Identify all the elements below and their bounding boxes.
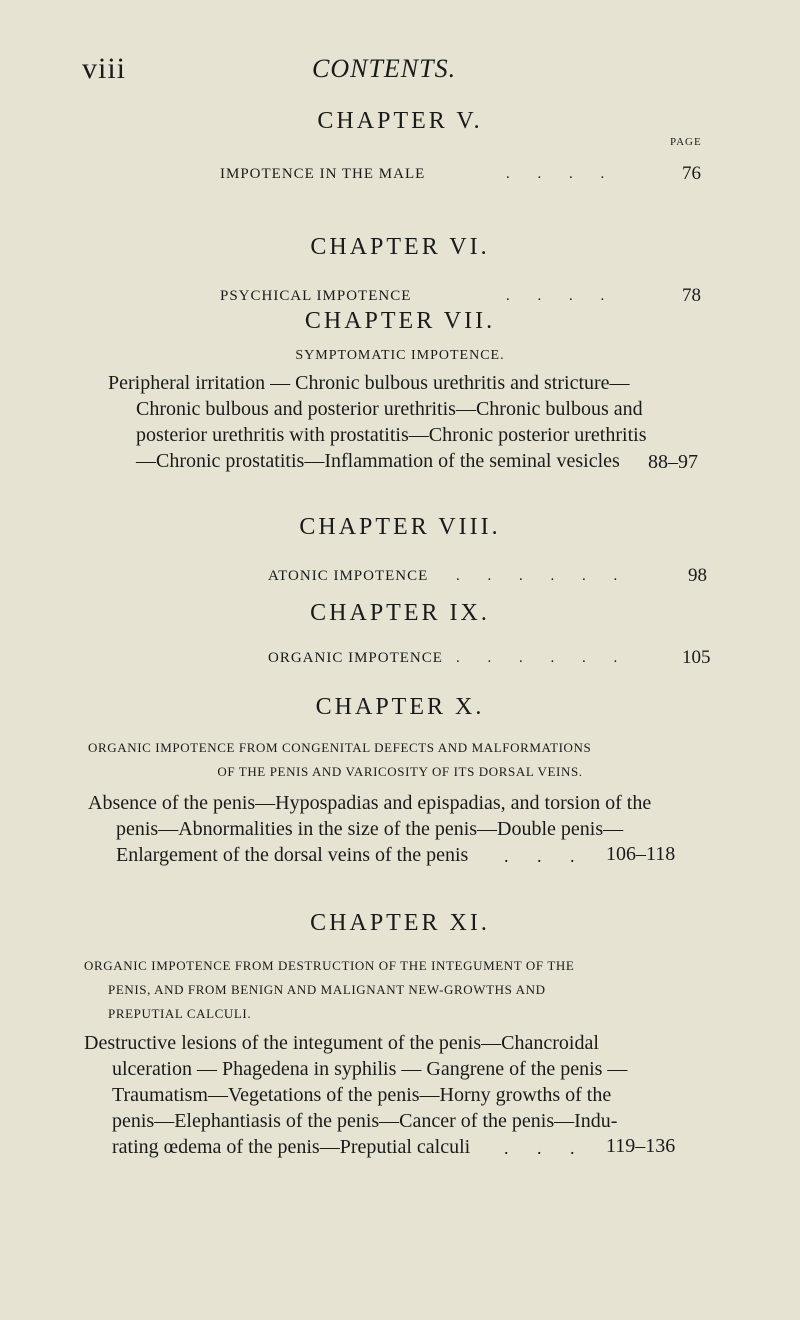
chapter-v-leader: . . . . <box>506 166 617 182</box>
chapter-x-heading: CHAPTER X. <box>315 694 485 720</box>
chapter-vii-subtitle: SYMPTOMATIC IMPOTENCE. <box>295 348 505 363</box>
chapter-ix-heading <box>0 600 800 627</box>
chapter-xi-line-1: Destructive lesions of the integument of the penis—Chancroidal <box>84 1032 599 1054</box>
page-column-label: PAGE <box>670 136 702 148</box>
chapter-v-title <box>220 166 425 183</box>
chapter-xi-heading: CHAPTER XI. <box>310 910 490 936</box>
chapter-xi-line-3: Traumatism—Vegetations of the penis—Horny growths of the <box>112 1084 612 1106</box>
chapter-vi-page: 78 <box>682 285 701 306</box>
chapter-vii-line-4: —Chronic prostatitis—Inflammation of the seminal vesicles <box>136 450 620 472</box>
chapter-xi-subtitle-line-1: ORGANIC IMPOTENCE FROM DESTRUCTION OF THE INTEGUMENT OF THE <box>84 958 575 973</box>
chapter-vi-leader: . . . . <box>506 288 617 304</box>
chapter-viii-leader: . . . . . . <box>456 568 630 584</box>
running-head <box>0 52 800 88</box>
chapter-x-subtitle-line-1: ORGANIC IMPOTENCE FROM CONGENITAL DEFECTS AND MALFORMATIONS <box>88 740 592 755</box>
chapter-vi-title: PSYCHICAL IMPOTENCE <box>220 288 412 304</box>
chapter-viii-page: 98 <box>688 565 707 586</box>
chapter-v-heading: CHAPTER V. <box>317 108 483 134</box>
chapter-x-leader: . . . <box>504 846 587 866</box>
chapter-xi-leader: . . . <box>504 1138 587 1158</box>
page-folio: viii <box>82 52 127 85</box>
chapter-vi-heading: CHAPTER VI. <box>310 234 490 260</box>
chapter-xi-line-5: rating œdema of the penis—Preputial calculi <box>112 1136 471 1158</box>
chapter-x-subtitle-line-2: OF THE PENIS AND VARICOSITY OF ITS DORSAL VEINS. <box>217 764 583 779</box>
chapter-x-line-2: penis—Abnormalities in the size of the penis—Double penis— <box>116 818 624 840</box>
chapter-ix-heading-text: CHAPTER IX. <box>310 600 490 626</box>
chapter-ix-page: 105 <box>682 647 711 668</box>
chapter-xi-line-4: penis—Elephantiasis of the penis—Cancer of the penis—Indu- <box>112 1110 618 1132</box>
chapter-xi-subtitle-line-3: PREPUTIAL CALCULI. <box>108 1006 252 1021</box>
chapter-x-line-3: Enlargement of the dorsal veins of the penis <box>116 844 469 866</box>
chapter-viii-title: ATONIC IMPOTENCE <box>268 568 429 584</box>
chapter-vii-heading-text: CHAPTER VII. <box>304 308 496 334</box>
chapter-vii-line-2: Chronic bulbous and posterior urethritis—Chronic bulbous and <box>136 398 643 420</box>
chapter-x-page: 106–118 <box>606 843 676 865</box>
chapter-vii-page: 88–97 <box>648 451 698 473</box>
running-title: CONTENTS. <box>312 54 457 83</box>
chapter-xi-subtitle-line-2: PENIS, AND FROM BENIGN AND MALIGNANT NEW-GROWTHS AND <box>108 982 546 997</box>
chapter-v-title-text: IMPOTENCE IN THE MALE <box>220 166 426 182</box>
chapter-viii-heading: CHAPTER VIII. <box>299 514 501 540</box>
chapter-x-line-1: Absence of the penis—Hypospadias and epispadias, and torsion of the <box>88 792 652 814</box>
chapter-vii-line-1: Peripheral irritation — Chronic bulbous urethritis and stricture— <box>108 372 630 394</box>
chapter-ix-title: ORGANIC IMPOTENCE <box>268 650 443 666</box>
chapter-v-page: 76 <box>682 163 701 184</box>
chapter-xi-page: 119–136 <box>606 1135 676 1157</box>
chapter-vii-heading <box>0 308 800 335</box>
chapter-ix-leader: . . . . . . <box>456 650 630 666</box>
chapter-vii-description <box>108 370 646 474</box>
chapter-xi-line-2: ulceration — Phagedena in syphilis — Gangrene of the penis — <box>112 1058 628 1080</box>
chapter-vii-line-3: posterior urethritis with prostatitis—Chronic posterior urethritis <box>136 424 647 446</box>
